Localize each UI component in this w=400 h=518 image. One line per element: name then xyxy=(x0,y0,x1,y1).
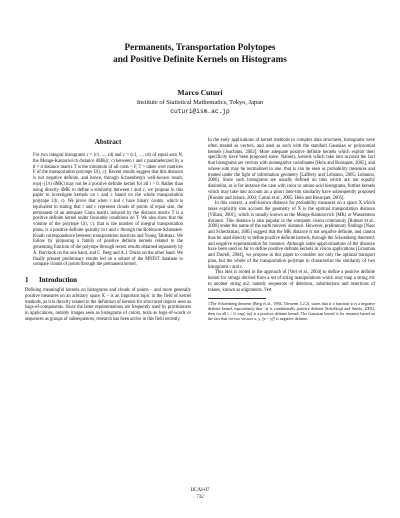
paper-title-line-2: and Positive Definite Kernels on Histograms xyxy=(113,53,287,64)
paper-title-line-1: Permanents, Transportation Polytopes xyxy=(124,42,276,52)
page-footer xyxy=(150,487,250,501)
section-title: Introduction xyxy=(39,276,77,284)
intro-paragraph-3: In this context, a well-known distance for probability measures on a space X which takes explicitly into account the geometry of X is the optimal transportation distance [Villani, 2001], which is usually known as the Monge-Kantorovich (MK) or Wasserstein distance. This distance is also popular in the computer vision community [Rubner et al., 2000] under the name of the earth movers' distance. However, preliminary findings [Naor and Schechtman, 2005] suggest that the MK distance is not negative definite, and cannot thus be used directly to define positive definite kernels, through the Schoenberg theorem1 and negative exponentiation for instance. Although some approximations of the distance have been used so far to define positive definite kernels in vision applications [Grauman and Darrell, 2004], we propose in this paper to consider not only the optimal transport plan, but the whole of the transportation polytope to characterize the similarity of two histograms r and c. xyxy=(208,201,375,270)
abstract-heading: Abstract xyxy=(94,138,122,146)
conference-label: IJCAI-07 xyxy=(190,488,210,493)
footnote-text: 1The Schoenberg theorem [Berg et al., 1984, Theorem 3.2.2], states that if a function ψ is a negative definite kernel, equivalently that −ψ is conditionally positive definite [Schölkopf and Smola, 2002], then for all t > 0, exp(−tψ) is a positive definite kernel. The Gaussian kernel is for instance based on the fact that for two vectors x, y, ||x − y||² is negative definite. xyxy=(208,301,375,322)
author-email: cuturi@ism.ac.jp xyxy=(170,108,230,115)
left-column xyxy=(25,138,191,323)
section-number: 1 xyxy=(25,276,29,284)
intro-paragraph-1: Defining meaningful kernels on histograms and clouds of points – and more generally positive measures on an arbitrary space X – is an important topic in the field of kernel methods, as it is directly related to the definition of kernels for structured objects seen as bags-of-components. Since the latter representations are frequently used by practitioners in applications, notably images seen as histograms of colors, texts as bags-of-words or sequences as groups of subsequences, research has been active in this field recently. xyxy=(25,288,191,322)
paper-title xyxy=(40,42,360,65)
author-affiliation: Institute of Statistical Mathematics, Tokyo, Japan xyxy=(136,99,264,106)
right-column xyxy=(208,138,375,321)
intro-paragraph-2: In the early applications of kernel methods to complex data structures, histograms were often treated as vectors, and used as such with the standard Gaussian or polynomial kernels [Joachims, 2002]. More adequate positive definite kernels which exploit their specificity have been proposed since. Namely, kernels which take into account the fact that histograms are vectors with nonnegative coordinates [Hein and Bousquet, 2005], and whose sum may be normalized to one, that is can be seen as probability measures and treated under the light of information geometry [Lafferty and Lebanon, 2005; Lebanon, 2006]. Since such histograms are usually defined on bins which are not equally dissimilar, as is for instance the case with color or amino-acid histograms, further kernels which may take into account an a priori inter-bin similarity have subsequently proposed [Kondor and Jebara, 2003; Cuturi et al., 2005; Hein and Bousquet, 2005]. xyxy=(208,138,375,201)
intro-paragraph-4: This idea is rooted in the approach of [Vert et al., 2004] to define a positive definite kernel for strings derived from a set of string manipulations which may map a string m1 to another string m2, namely sequences of deletions, substitutions and insertions of tokens, known as alignments. Vert xyxy=(208,270,375,293)
page-number: 732 xyxy=(196,495,204,500)
section-heading xyxy=(25,276,191,284)
abstract-text: For two integral histograms r = (r1, ..., rd) and c = (c1, ..., cd) of equal sum N, the Monge-Kantorovich distance dMK(r, c) between r and c parameterized by a d × d distance matrix T is the minimum of all costs < F, T > taken over matrices F of the transportation polytope U(r, c). Recent results suggest that this distance is not negative definite, and hence, through Schoenberg's well-known result, exp(−(1/t) dMK) may not be a positive definite kernel for all t > 0. Rather than using directly dMK to define a similarity between r and c, we propose in this paper to investigate kernels on r and c based on the whole transportation polytope U(r, c). We prove that when r and c have binary counts, which is equivalent to stating that r and c represent clouds of points of equal size, the permanent of an adequate Gram matrix induced by the distance matrix T is a positive definite kernel under favorable conditions on T. We also show that the volume of the polytope U(r, c), that is the number of integral transportation plans, is a positive definite quantity in r and c through the Robinson-Schensted-Knuth correspondence between transportation matrices and Young Tableaux. We follow by proposing a family of positive definite kernels related to the generating function of the polytope through recent results obtained separately by A. Barvinok on the one hand, and C. Berg and A.J. Duran on the other hand. We finally present preliminary results led on a subset of the MNIST database to compare clouds of points through the permanent kernel. xyxy=(33,153,183,268)
footnote-rule xyxy=(208,298,266,299)
author-name: Marco Cuturi xyxy=(177,88,223,97)
